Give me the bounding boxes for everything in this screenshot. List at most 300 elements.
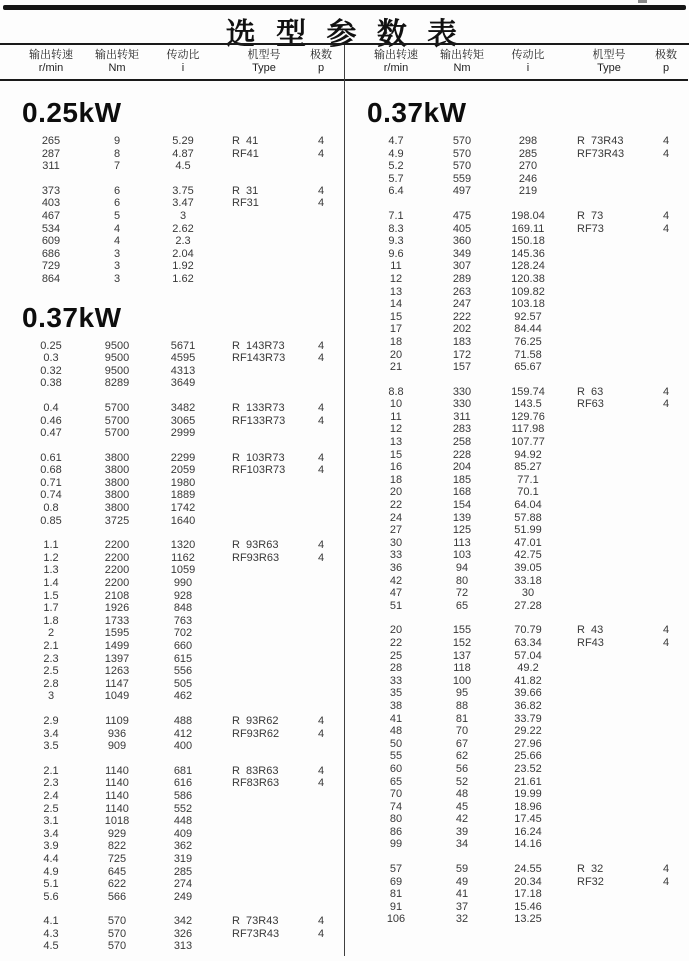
col-header-output-torque [90, 49, 144, 75]
cell-type [222, 210, 306, 223]
cell-type [567, 801, 651, 814]
col-header-pole-number-unit: p [317, 62, 325, 74]
table-row [12, 377, 344, 390]
cell-poles [306, 515, 336, 528]
cell-torque: 5700 [104, 427, 130, 440]
cell-torque: 34 [455, 838, 469, 851]
table-row [357, 913, 688, 926]
cell-speed: 20 [389, 486, 403, 499]
table-row [357, 474, 688, 487]
power-rating-heading: 0.25kW [22, 97, 122, 128]
cell-type [567, 713, 651, 726]
cell-ratio: 1980 [170, 476, 196, 489]
cell-torque: 929 [107, 827, 127, 840]
cell-ratio: 94.92 [514, 448, 542, 461]
cell-speed: 4.9 [43, 865, 59, 878]
cell-ratio: 1.62 [172, 272, 194, 285]
table-row [357, 260, 688, 273]
cell-ratio: 76.25 [514, 335, 542, 348]
cell-poles [651, 901, 681, 914]
cell-ratio: 107.77 [511, 436, 545, 449]
table-row [12, 427, 344, 440]
table-row [357, 160, 688, 173]
cell-torque: 8 [113, 147, 121, 160]
cell-speed: 3.4 [43, 827, 59, 840]
cell-poles [651, 537, 681, 550]
cell-poles: 4 [317, 451, 325, 464]
cell-poles [651, 173, 681, 186]
cell-ratio: 298 [518, 135, 538, 147]
table-body [345, 97, 688, 926]
table-row [357, 687, 688, 700]
cell-type: RF73 [577, 222, 604, 235]
table-row [12, 891, 344, 904]
col-header-output-torque-unit: Nm [453, 62, 471, 74]
cell-poles [306, 590, 336, 603]
cell-speed: 5.7 [388, 172, 404, 185]
cell-ratio: 681 [173, 764, 193, 777]
cell-torque: 1140 [105, 777, 129, 790]
cell-type [567, 888, 651, 901]
cell-type [222, 377, 306, 390]
table-row [357, 185, 688, 198]
table-row [12, 160, 344, 173]
cell-speed: 81 [389, 888, 403, 901]
cell-type [222, 627, 306, 640]
cell-ratio: 928 [173, 589, 193, 602]
cell-poles [651, 436, 681, 449]
cell-torque: 48 [455, 788, 469, 801]
cell-torque: 80 [455, 574, 469, 587]
cell-torque: 202 [452, 323, 472, 336]
table-row [357, 173, 688, 186]
cell-ratio: 326 [173, 927, 193, 940]
cell-poles: 4 [317, 727, 325, 740]
col-header-pole-number-unit: p [662, 62, 670, 74]
cell-poles: 4 [662, 209, 670, 222]
table-row [12, 197, 344, 210]
cell-ratio: 462 [173, 690, 193, 703]
cell-ratio: 246 [518, 172, 538, 185]
cell-speed: 99 [389, 838, 403, 851]
col-header-output-speed-unit: r/min [38, 62, 64, 74]
cell-type [567, 549, 651, 562]
cell-torque: 125 [452, 524, 472, 537]
cell-torque: 45 [455, 800, 469, 813]
table-row [12, 765, 344, 778]
cell-poles [651, 286, 681, 299]
cell-torque: 41 [455, 888, 469, 901]
cell-type [567, 512, 651, 525]
cell-torque: 5 [113, 209, 121, 222]
cell-type: RF32 [577, 875, 604, 888]
cell-speed: 1.8 [43, 614, 59, 627]
cell-speed: 86 [389, 825, 403, 838]
cell-torque: 3800 [104, 464, 130, 477]
col-header-pole-number-label: 极数 [655, 49, 677, 61]
cell-torque: 6 [113, 184, 121, 197]
cell-torque: 1926 [104, 602, 130, 615]
cell-torque: 37 [455, 900, 469, 913]
table-row [357, 725, 688, 738]
table-row [357, 750, 688, 763]
cell-torque: 103 [452, 549, 472, 562]
cell-speed: 9.6 [388, 247, 404, 260]
cell-torque: 307 [452, 260, 472, 273]
cell-poles [306, 427, 336, 440]
cell-type [222, 653, 306, 666]
table-row [12, 365, 344, 378]
cell-torque: 3800 [104, 502, 130, 515]
cell-poles: 4 [317, 714, 325, 727]
cell-type [567, 173, 651, 186]
col-header-model-type-label: 机型号 [247, 49, 281, 61]
cell-torque: 67 [455, 737, 469, 750]
cell-poles [651, 700, 681, 713]
cell-speed: 1.7 [43, 602, 59, 615]
cell-torque: 222 [452, 310, 472, 323]
cell-speed: 20 [389, 348, 403, 361]
cell-poles [651, 575, 681, 588]
cell-poles [651, 763, 681, 776]
cell-speed: 5.6 [43, 890, 59, 903]
col-header-transmission-ratio-label: 传动比 [166, 49, 200, 61]
cell-speed: 2.5 [43, 665, 59, 678]
cell-ratio: 763 [173, 614, 193, 627]
table-row [12, 452, 344, 465]
cell-speed: 5.2 [388, 160, 404, 173]
cell-torque: 3725 [104, 514, 130, 527]
cell-type [567, 336, 651, 349]
cell-speed: 0.38 [40, 377, 62, 390]
cell-type: RF41 [232, 147, 259, 160]
cell-speed: 47 [389, 587, 403, 600]
cell-poles [651, 913, 681, 926]
cell-torque: 1140 [105, 789, 129, 802]
cell-ratio: 27.96 [514, 737, 542, 750]
cell-type [567, 738, 651, 751]
cell-ratio: 552 [173, 802, 193, 815]
cell-speed: 25 [389, 649, 403, 662]
cell-torque: 8289 [104, 377, 130, 390]
table-row [12, 803, 344, 816]
cell-speed: 6.4 [388, 185, 404, 198]
cell-poles [306, 477, 336, 490]
cell-type [222, 223, 306, 236]
cell-type [222, 940, 306, 953]
cell-type [567, 423, 651, 436]
cell-type [567, 562, 651, 575]
table-row [357, 600, 688, 613]
cell-poles: 4 [317, 197, 325, 210]
table-row [357, 537, 688, 550]
cell-poles: 4 [317, 352, 325, 365]
cell-ratio: 169.11 [511, 222, 545, 235]
cell-poles [651, 260, 681, 273]
cell-torque: 204 [452, 461, 472, 474]
cell-type [222, 564, 306, 577]
table-row [357, 801, 688, 814]
cell-type [567, 838, 651, 851]
cell-torque: 9500 [104, 339, 130, 352]
cell-poles [306, 615, 336, 628]
cell-poles [651, 486, 681, 499]
cell-type: RF73R43 [577, 147, 625, 160]
cell-torque: 5700 [104, 414, 130, 427]
cell-torque: 137 [452, 649, 472, 662]
cell-speed: 12 [389, 423, 403, 436]
table-row [357, 650, 688, 663]
table-row [357, 587, 688, 600]
cell-poles [651, 336, 681, 349]
cell-ratio: 16.24 [514, 825, 542, 838]
cell-type: RF83R63 [232, 777, 280, 790]
table-row [357, 286, 688, 299]
cell-type [567, 160, 651, 173]
cell-type [567, 461, 651, 474]
gear-ratio-group [357, 863, 688, 926]
cell-poles [651, 185, 681, 198]
table-row [357, 838, 688, 851]
cell-torque: 311 [453, 410, 471, 423]
cell-speed: 70 [389, 788, 403, 801]
cell-ratio: 313 [173, 940, 193, 953]
cell-type: R 83R63 [232, 764, 279, 777]
cell-ratio: 285 [173, 865, 193, 878]
col-header-output-torque-label: 输出转矩 [95, 49, 139, 61]
table-row [12, 640, 344, 653]
table-row [357, 210, 688, 223]
cell-type [567, 235, 651, 248]
cell-torque: 570 [107, 940, 127, 953]
table-row [357, 637, 688, 650]
cell-poles [651, 461, 681, 474]
table-row [357, 813, 688, 826]
col-header-model-type-unit: Type [252, 62, 276, 74]
cell-speed: 534 [41, 222, 61, 235]
cell-poles [651, 713, 681, 726]
cell-torque: 622 [107, 878, 127, 891]
cell-speed: 74 [389, 800, 403, 813]
table-row [12, 552, 344, 565]
cell-type [567, 826, 651, 839]
cell-poles [651, 524, 681, 537]
cell-speed: 8.8 [388, 385, 404, 398]
cell-torque: 3800 [104, 476, 130, 489]
table-row [12, 539, 344, 552]
cell-poles: 4 [317, 464, 325, 477]
power-rating-heading: 0.37kW [22, 301, 122, 333]
table-row [357, 713, 688, 726]
cell-speed: 3.4 [43, 727, 59, 740]
scan-artifact [638, 0, 647, 3]
cell-speed: 22 [389, 636, 403, 649]
cell-type [222, 790, 306, 803]
cell-poles: 4 [662, 222, 670, 235]
cell-speed: 13 [389, 285, 403, 298]
cell-type [567, 913, 651, 926]
cell-speed: 24 [389, 511, 403, 524]
cell-ratio: 270 [518, 160, 538, 173]
cell-speed: 0.8 [43, 502, 59, 515]
cell-type [222, 160, 306, 173]
cell-poles [651, 650, 681, 663]
cell-poles [651, 235, 681, 248]
cell-torque: 168 [452, 486, 472, 499]
cell-poles [651, 725, 681, 738]
cell-poles: 4 [662, 385, 670, 398]
cell-poles [651, 298, 681, 311]
cell-speed: 1.3 [43, 564, 59, 577]
cell-type [567, 260, 651, 273]
table-row [357, 512, 688, 525]
cell-type [567, 449, 651, 462]
cell-ratio: 274 [173, 878, 193, 891]
cell-poles: 4 [662, 135, 670, 147]
table-row [12, 690, 344, 703]
cell-ratio: 3065 [170, 414, 196, 427]
cell-poles [306, 365, 336, 378]
col-header-output-torque-label: 输出转矩 [440, 49, 484, 61]
table-row [12, 840, 344, 853]
cell-poles [651, 813, 681, 826]
cell-type [567, 575, 651, 588]
cell-speed: 0.71 [40, 476, 62, 489]
cell-poles [651, 423, 681, 436]
cell-speed: 9.3 [388, 235, 404, 248]
cell-speed: 0.46 [40, 414, 62, 427]
cell-torque: 570 [452, 135, 472, 147]
cell-speed: 0.85 [40, 514, 62, 527]
cell-torque: 49 [455, 875, 469, 888]
col-header-model-type [222, 49, 306, 75]
table-row [357, 449, 688, 462]
cell-poles [651, 687, 681, 700]
table-row [12, 148, 344, 161]
cell-poles: 4 [662, 863, 670, 876]
cell-poles [306, 223, 336, 236]
cell-speed: 57 [389, 863, 403, 876]
table-row [12, 777, 344, 790]
cell-poles [651, 587, 681, 600]
cell-ratio: 3 [179, 209, 187, 222]
table-row [12, 740, 344, 753]
table-row [12, 615, 344, 628]
cell-ratio: 1059 [170, 564, 196, 577]
table-row [12, 853, 344, 866]
cell-speed: 15 [389, 310, 403, 323]
table-row [357, 776, 688, 789]
col-header-transmission-ratio-label: 传动比 [511, 49, 545, 61]
cell-type [567, 499, 651, 512]
cell-torque: 9500 [104, 352, 130, 365]
cell-speed: 60 [389, 762, 403, 775]
table-row [357, 763, 688, 776]
table-row [12, 352, 344, 365]
cell-poles [306, 502, 336, 515]
table-row [12, 828, 344, 841]
cell-speed: 11 [390, 410, 402, 423]
table-row [357, 135, 688, 148]
cell-poles [306, 828, 336, 841]
cell-ratio: 616 [173, 777, 193, 790]
cell-type [222, 602, 306, 615]
cell-type [222, 866, 306, 879]
cell-poles [651, 273, 681, 286]
col-header-transmission-ratio [489, 49, 567, 75]
cell-ratio: 92.57 [514, 310, 542, 323]
cell-ratio: 143.5 [514, 398, 542, 411]
cell-speed: 864 [41, 272, 61, 285]
cell-ratio: 51.99 [514, 524, 542, 537]
cell-type [567, 901, 651, 914]
cell-torque: 1049 [104, 690, 130, 703]
table-row [12, 260, 344, 273]
cell-type [567, 587, 651, 600]
cell-speed: 0.74 [40, 489, 62, 502]
table-row [357, 486, 688, 499]
cell-speed: 51 [389, 599, 403, 612]
cell-poles [651, 248, 681, 261]
cell-speed: 467 [41, 209, 61, 222]
cell-speed: 13 [389, 436, 403, 449]
cell-torque: 330 [452, 385, 472, 398]
cell-poles [651, 361, 681, 374]
cell-ratio: 24.55 [514, 863, 542, 876]
cell-torque: 2108 [104, 589, 130, 602]
cell-type [567, 486, 651, 499]
cell-poles [306, 627, 336, 640]
cell-type [567, 650, 651, 663]
table-row [12, 340, 344, 353]
cell-ratio: 13.25 [514, 913, 542, 926]
cell-type [567, 675, 651, 688]
cell-poles [306, 377, 336, 390]
cell-ratio: 4.87 [172, 147, 194, 160]
cell-type: RF133R73 [232, 414, 286, 427]
cell-ratio: 17.45 [514, 813, 542, 826]
table-row [357, 398, 688, 411]
cell-torque: 172 [452, 348, 472, 361]
table-row [12, 135, 344, 148]
cell-type [222, 502, 306, 515]
table-row [357, 461, 688, 474]
cell-poles [306, 690, 336, 703]
cell-poles [651, 738, 681, 751]
cell-ratio: 556 [173, 665, 193, 678]
cell-type: RF93R62 [232, 727, 280, 740]
table-row [357, 499, 688, 512]
cell-ratio: 4.5 [175, 160, 191, 173]
cell-ratio: 15.46 [514, 900, 542, 913]
cell-speed: 2.1 [43, 640, 59, 652]
cell-ratio: 2299 [170, 451, 196, 464]
cell-ratio: 990 [173, 577, 193, 590]
cell-type: R 41 [232, 135, 259, 147]
column-header-row [0, 45, 344, 81]
table-row [357, 624, 688, 637]
table-row [12, 273, 344, 286]
col-header-output-speed [357, 49, 435, 75]
cell-speed: 18 [389, 473, 403, 486]
gear-ratio-group [357, 624, 688, 851]
cell-ratio: 41.82 [514, 674, 542, 687]
cell-ratio: 219 [518, 185, 538, 198]
cell-type: R 31 [232, 184, 259, 197]
cell-torque: 405 [452, 222, 472, 235]
cell-speed: 14 [389, 298, 403, 311]
cell-type [567, 248, 651, 261]
